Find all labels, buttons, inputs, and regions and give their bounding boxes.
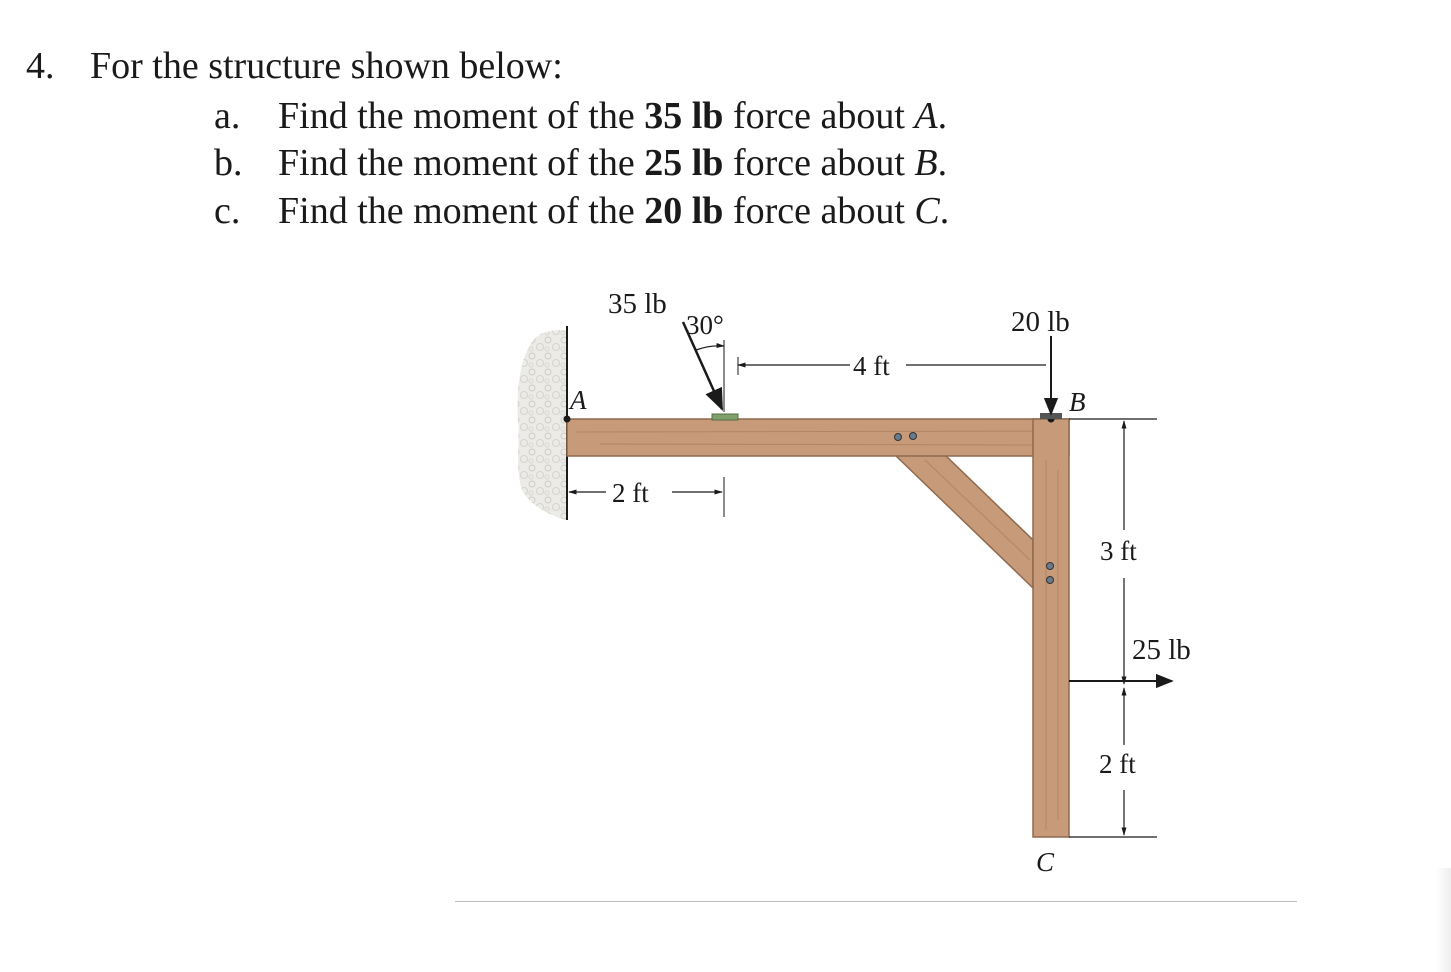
bolt-icon	[1047, 577, 1054, 584]
horizontal-rule	[455, 901, 1297, 902]
part-c-point: C	[914, 190, 940, 232]
part-a-post: .	[937, 95, 948, 137]
part-c-mid: force about	[723, 190, 915, 232]
part-a-point: A	[914, 95, 938, 137]
label-35lb: 35 lb	[608, 288, 667, 320]
label-30deg: 30°	[686, 310, 724, 340]
part-b-point: B	[914, 142, 938, 184]
label-20lb: 20 lb	[1011, 306, 1070, 338]
part-a-mid: force about	[723, 95, 915, 137]
part-b-post: .	[937, 142, 948, 184]
part-a-force: 35 lb	[644, 95, 724, 137]
part-b-letter: b.	[214, 142, 243, 184]
label-point-b: B	[1069, 387, 1086, 417]
part-c-letter: c.	[214, 190, 241, 232]
bolt-icon	[895, 434, 902, 441]
bolt-icon	[1047, 563, 1054, 570]
label-4ft: 4 ft	[853, 351, 890, 381]
page-edge-shade	[1436, 868, 1451, 972]
vertical-post	[1033, 419, 1069, 837]
label-3ft: 3 ft	[1100, 536, 1137, 566]
part-c-pre: Find the moment of the	[278, 190, 645, 232]
problem-number: 4.	[26, 45, 55, 87]
part-b-mid: force about	[723, 142, 915, 184]
bolt-icon	[910, 433, 917, 440]
part-a-pre: Find the moment of the	[278, 95, 645, 137]
label-point-a: A	[570, 385, 587, 415]
part-c-force: 20 lb	[644, 190, 724, 232]
horizontal-beam	[567, 419, 1069, 456]
label-2ft-vertical: 2 ft	[1099, 749, 1136, 779]
problem-stem: For the structure shown below:	[90, 45, 563, 87]
wall-support	[518, 330, 566, 520]
label-2ft-horizontal: 2 ft	[612, 478, 649, 508]
brace-grain	[925, 460, 1030, 560]
angle-arc	[696, 346, 724, 350]
part-b-force: 25 lb	[644, 142, 724, 184]
part-b-pre: Find the moment of the	[278, 142, 645, 184]
part-a-letter: a.	[214, 95, 241, 137]
label-point-c: C	[1036, 847, 1055, 877]
label-25lb: 25 lb	[1132, 634, 1191, 666]
part-c-post: .	[939, 190, 950, 232]
load-plate	[712, 414, 738, 420]
diagonal-brace	[895, 455, 1033, 588]
point-a-marker	[564, 416, 571, 423]
